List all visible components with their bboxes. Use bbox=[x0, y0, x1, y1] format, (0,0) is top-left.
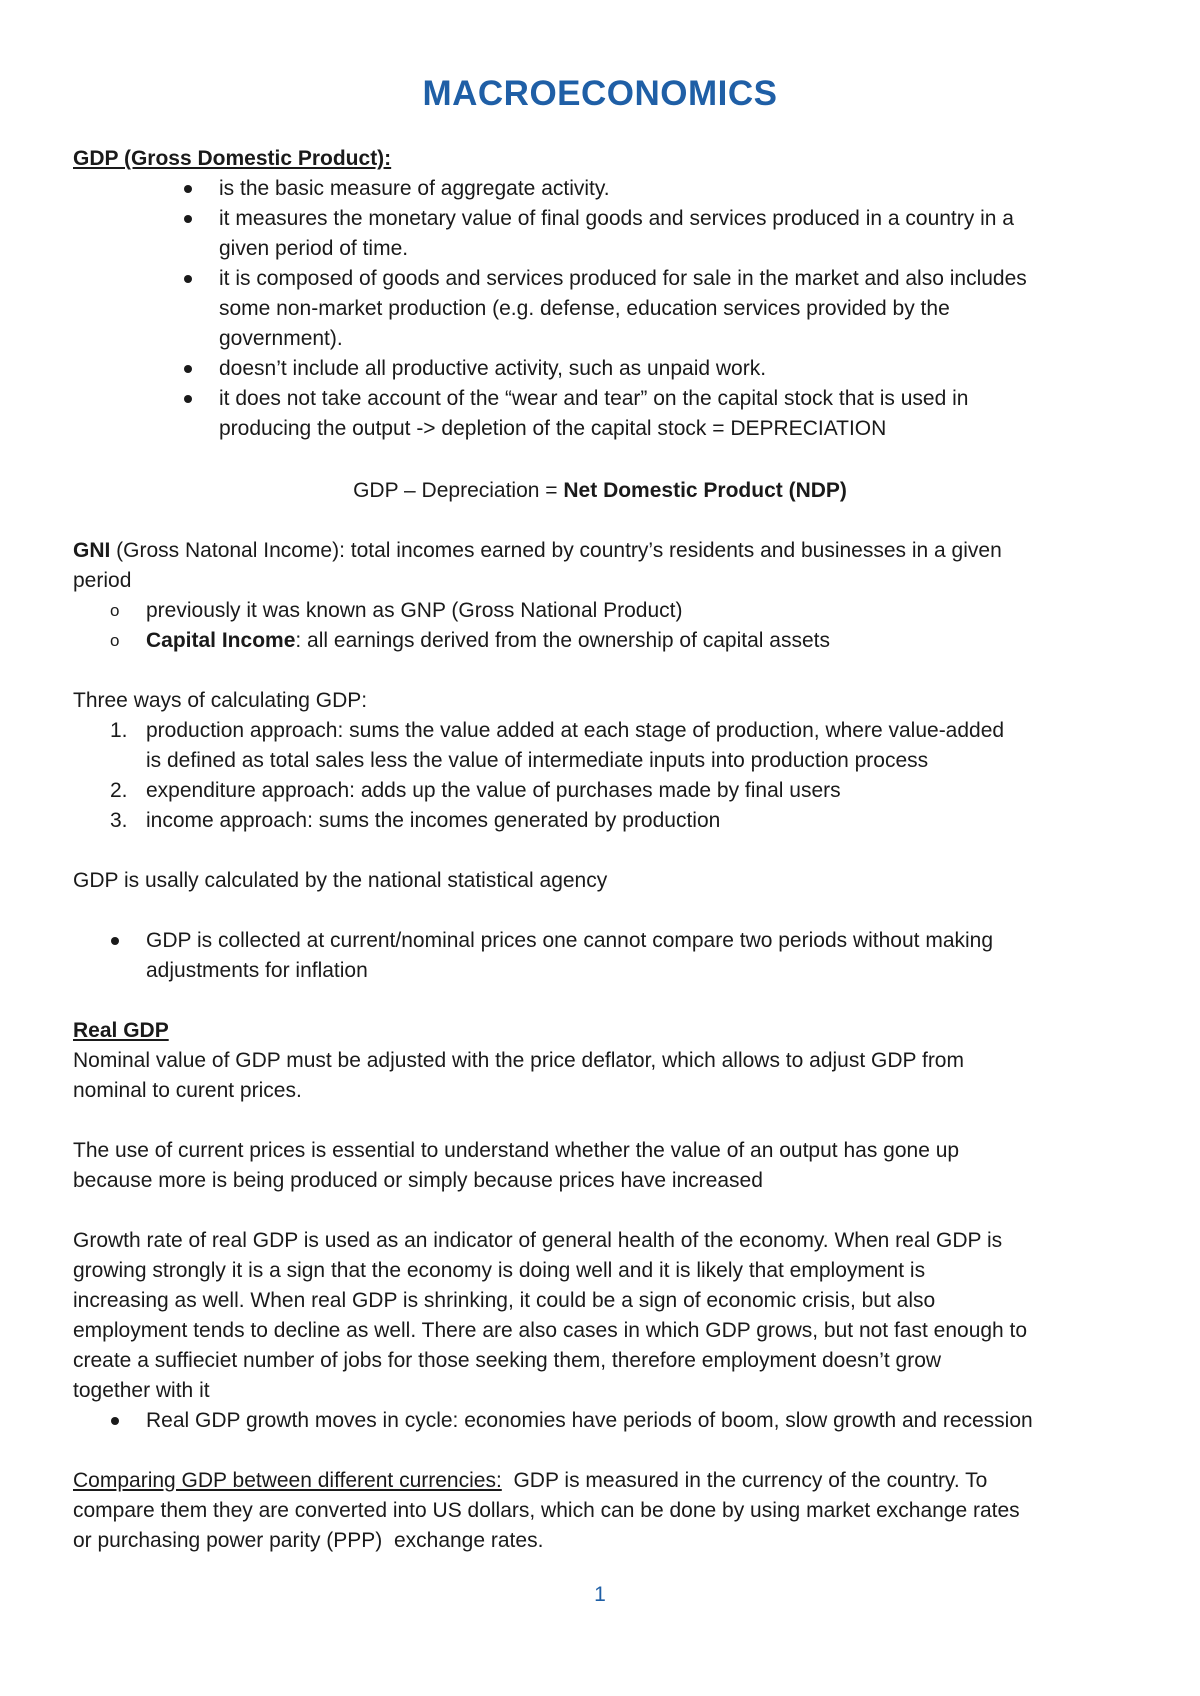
real-p3-line-5: create a suffieciet number of jobs for those seeking them, therefore employment doesn’t grow bbox=[73, 1349, 942, 1372]
way-1-line-2: is defined as total sales less the value of intermediate inputs into production process bbox=[146, 749, 929, 772]
gni-definition-line-2: period bbox=[73, 569, 132, 592]
nominal-bullet-line-1: GDP is collected at current/nominal prices one cannot compare two periods without making bbox=[146, 929, 994, 952]
real-p2-line-2: because more is being produced or simply because prices have increased bbox=[73, 1169, 763, 1192]
gni-definition-text: (Gross Natonal Income): total incomes earned by country’s residents and businesses in a given bbox=[110, 539, 1002, 562]
gdp-bullet-4: doesn’t include all productive activity, such as unpaid work. bbox=[219, 357, 767, 380]
real-p3-line-4: employment tends to decline as well. There are also cases in which GDP grows, but not fast enough to bbox=[73, 1319, 1028, 1342]
gdp-bullet-3-line-1: it is composed of goods and services produced for sale in the market and also includes bbox=[219, 267, 1027, 290]
real-gdp-heading: Real GDP bbox=[73, 1019, 169, 1042]
bullet-icon bbox=[184, 215, 192, 223]
ndp-formula bbox=[0, 476, 1200, 506]
page-number: 1 bbox=[594, 1583, 606, 1606]
comparing-line-1 bbox=[73, 1466, 987, 1496]
capital-income-text: : all earnings derived from the ownership of capital assets bbox=[295, 629, 830, 652]
real-p3-line-1: Growth rate of real GDP is used as an indicator of general health of the economy. When real GDP is bbox=[73, 1229, 1003, 1252]
real-p3-line-2: growing strongly it is a sign that the economy is doing well and it is likely that employment is bbox=[73, 1259, 926, 1282]
gni-label: GNI bbox=[73, 539, 111, 562]
agency-note: GDP is usally calculated by the national statistical agency bbox=[73, 869, 608, 892]
bullet-icon bbox=[184, 365, 192, 373]
list-number: 1. bbox=[110, 719, 128, 742]
gni-definition bbox=[73, 536, 1002, 566]
nominal-bullet-line-2: adjustments for inflation bbox=[146, 959, 368, 982]
list-number: 2. bbox=[110, 779, 128, 802]
circle-bullet-icon: o bbox=[110, 601, 120, 620]
bullet-icon bbox=[111, 1417, 119, 1425]
ndp-formula-term: Net Domestic Product (NDP) bbox=[563, 479, 847, 502]
bullet-icon bbox=[184, 395, 192, 403]
gdp-heading: GDP (Gross Domestic Product): bbox=[73, 147, 392, 170]
comparing-heading: Comparing GDP between different currencies: bbox=[73, 1469, 502, 1492]
gdp-bullet-2-line-1: it measures the monetary value of final goods and services produced in a country in a bbox=[219, 207, 1014, 230]
gdp-bullet-3-line-3: government). bbox=[219, 327, 343, 350]
bullet-icon bbox=[111, 937, 119, 945]
comparing-line-3: or purchasing power parity (PPP) exchange rates. bbox=[73, 1529, 544, 1552]
gdp-bullet-5-line-2: producing the output -> depletion of the capital stock = DEPRECIATION bbox=[219, 417, 887, 440]
gdp-bullet-1: is the basic measure of aggregate activity. bbox=[219, 177, 610, 200]
real-p3-line-3: increasing as well. When real GDP is shrinking, it could be a sign of economic crisis, but also bbox=[73, 1289, 936, 1312]
comparing-text: GDP is measured in the currency of the country. To bbox=[501, 1469, 988, 1492]
gdp-bullet-5-line-1: it does not take account of the “wear and tear” on the capital stock that is used in bbox=[219, 387, 969, 410]
real-cycle-bullet: Real GDP growth moves in cycle: economies have periods of boom, slow growth and recession bbox=[146, 1409, 1033, 1432]
list-number: 3. bbox=[110, 809, 128, 832]
gdp-bullet-2-line-2: given period of time. bbox=[219, 237, 409, 260]
comparing-line-2: compare them they are converted into US dollars, which can be done by using market exchange rates bbox=[73, 1499, 1020, 1522]
bullet-icon bbox=[184, 185, 192, 193]
three-ways-intro: Three ways of calculating GDP: bbox=[73, 689, 368, 712]
way-2: expenditure approach: adds up the value of purchases made by final users bbox=[146, 779, 841, 802]
gni-subitem-2 bbox=[146, 626, 830, 656]
circle-bullet-icon: o bbox=[110, 631, 120, 650]
real-p1-line-1: Nominal value of GDP must be adjusted with the price deflator, which allows to adjust GDP from bbox=[73, 1049, 964, 1072]
ndp-formula-prefix: GDP – Depreciation = bbox=[353, 479, 564, 502]
gdp-bullet-3-line-2: some non-market production (e.g. defense, education services provided by the bbox=[219, 297, 950, 320]
page-title: MACROECONOMICS bbox=[422, 74, 778, 113]
real-p3-line-6: together with it bbox=[73, 1379, 210, 1402]
real-p2-line-1: The use of current prices is essential to understand whether the value of an output has gone up bbox=[73, 1139, 960, 1162]
real-p1-line-2: nominal to curent prices. bbox=[73, 1079, 302, 1102]
gni-subitem-1: previously it was known as GNP (Gross National Product) bbox=[146, 599, 683, 622]
bullet-icon bbox=[184, 275, 192, 283]
way-1-line-1: production approach: sums the value added at each stage of production, where value-added bbox=[146, 719, 1005, 742]
capital-income-label: Capital Income bbox=[146, 629, 296, 652]
way-3: income approach: sums the incomes generated by production bbox=[146, 809, 721, 832]
